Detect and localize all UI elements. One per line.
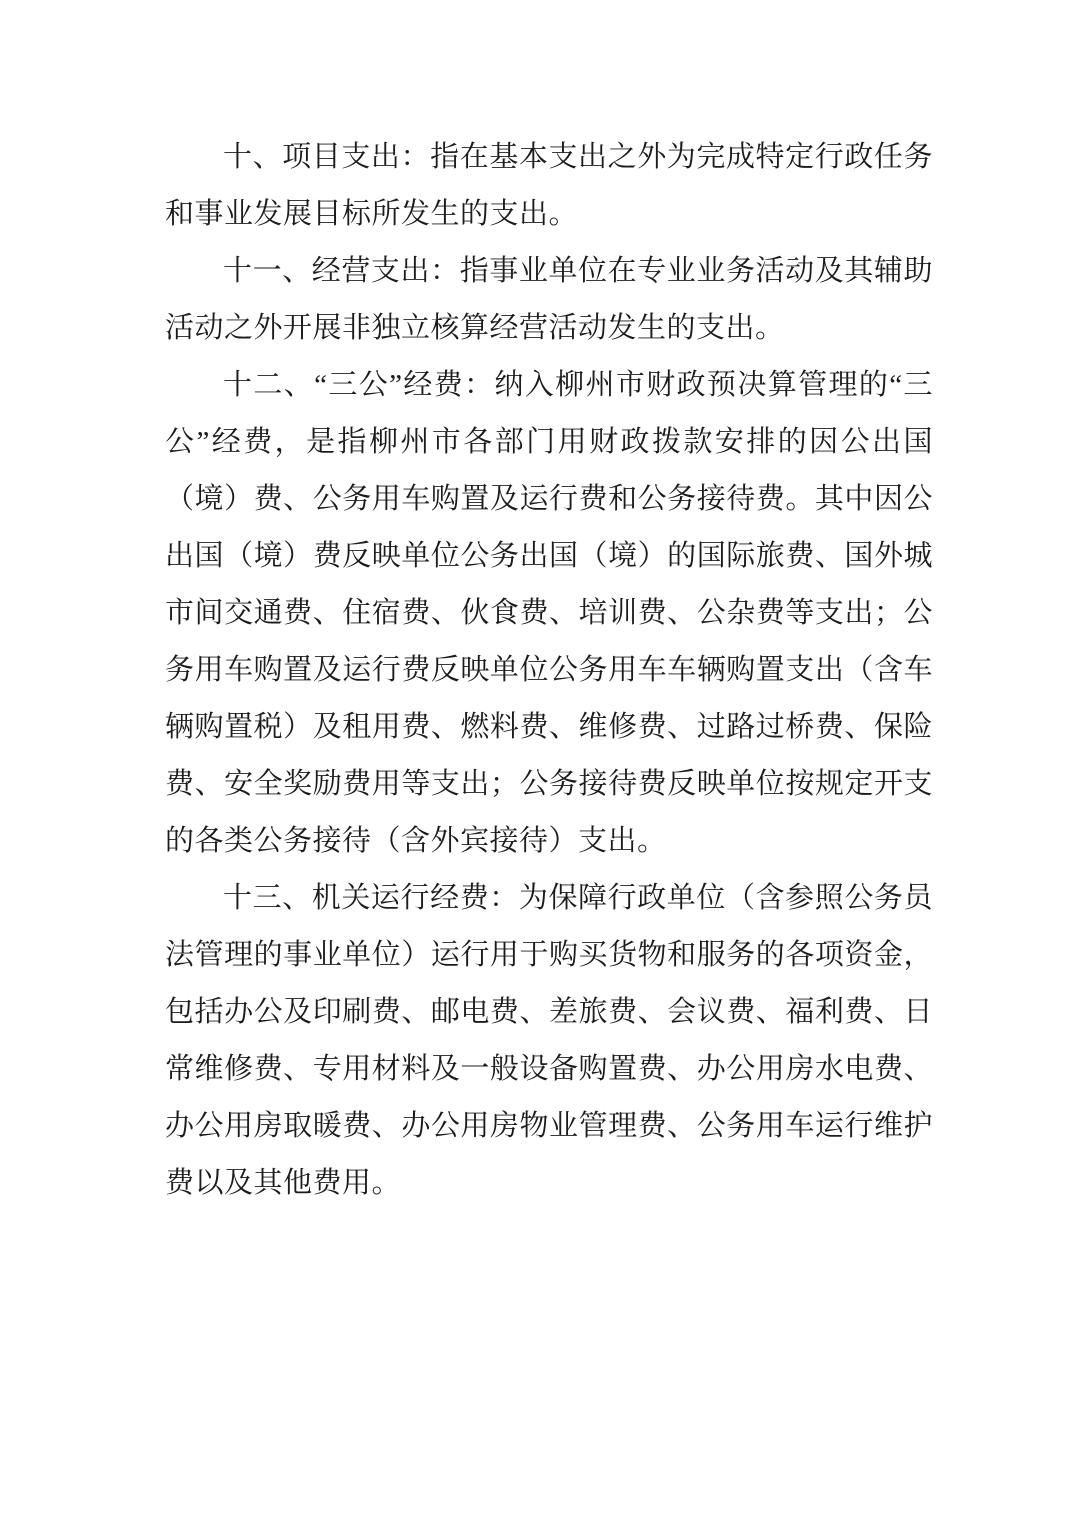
paragraph-three-public-funds: 十二、“三公”经费：纳入柳州市财政预决算管理的“三公”经费，是指柳州市各部门用财政拨款安排的因公出国（境）费、公务用车购置及运行费和公务接待费。其中因公出国（境）费反映单位公务出国（境）的国际旅费、国外城市间交通费、住宿费、伙食费、培训费、公杂费等支出；公务用车购置及运行费反映单位公务用车车辆购置支出（含车辆购置税）及租用费、燃料费、维修费、过路过桥费、保险费、安全奖励费用等支出；公务接待费反映单位按规定开支的各类公务接待（含外宾接待）支出。 — [165, 369, 933, 857]
document-body — [165, 129, 933, 1212]
paragraph-operating-expenditure: 十一、经营支出：指事业单位在专业业务活动及其辅助活动之外开展非独立核算经营活动发生的支出。 — [165, 255, 933, 344]
paragraph-agency-operating-funds: 十三、机关运行经费：为保障行政单位（含参照公务员法管理的事业单位）运行用于购买货物和服务的各项资金，包括办公及印刷费、邮电费、差旅费、会议费、福利费、日常维修费、专用材料及一般设备购置费、办公用房水电费、办公用房取暖费、办公用房物业管理费、公务用车运行维护费以及其他费用。 — [165, 882, 933, 1199]
paragraph-project-expenditure: 十、项目支出：指在基本支出之外为完成特定行政任务和事业发展目标所发生的支出。 — [165, 141, 933, 230]
